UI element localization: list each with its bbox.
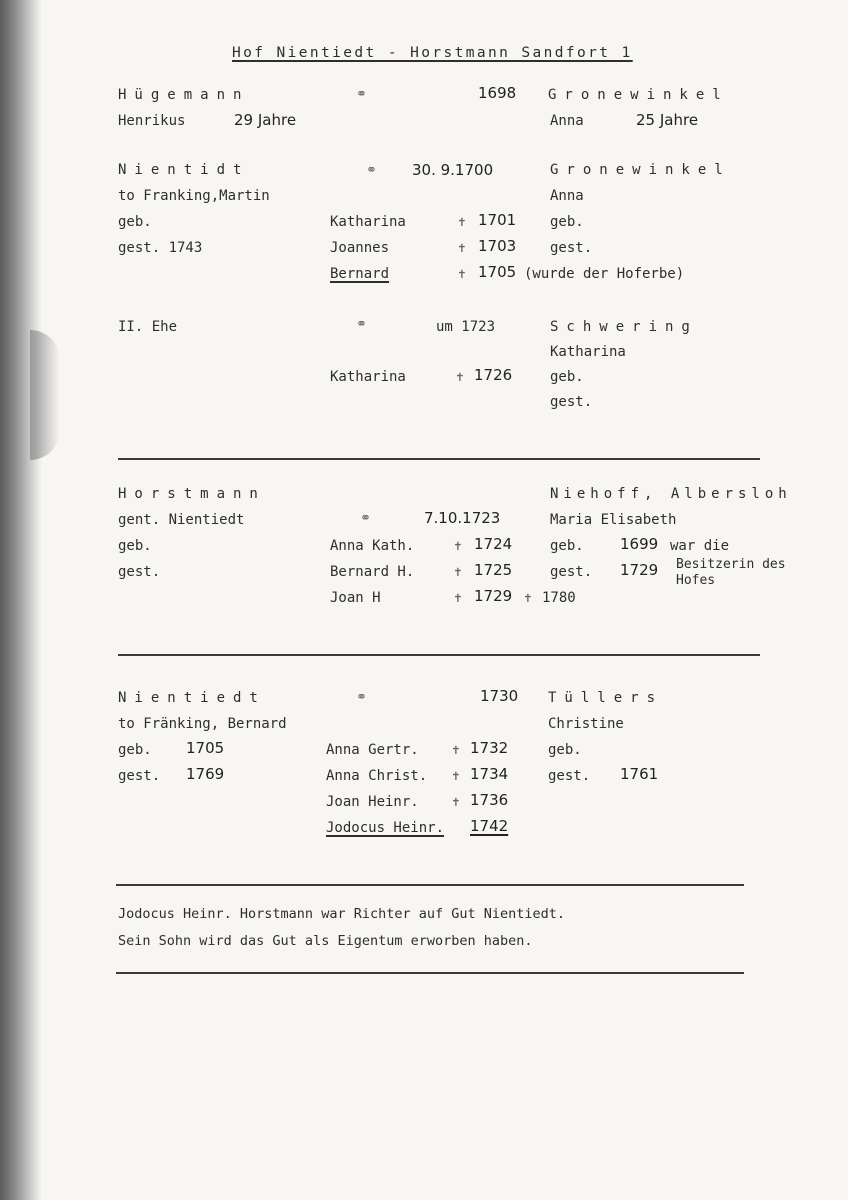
husband-surname: Nientiedt [118,690,266,706]
husband-born: geb. [118,214,152,230]
marriage-date: 30. 9.1700 [412,161,494,179]
marriage-icon: ⚭ [356,317,367,332]
wife-given-name: Anna [550,113,584,129]
section-divider [116,884,744,886]
wife-surname: Schwering [550,319,698,335]
marriage-icon: ⚭ [356,690,367,705]
section-divider [118,654,760,656]
wife-surname: Niehoff, Albersloh [550,486,792,502]
husband-died: gest. 1743 [118,240,203,256]
husband-surname: Horstmann [118,486,266,502]
child-name-heir: Jodocus Heinr. [326,820,445,836]
husband-age: 29 Jahre [234,111,297,129]
husband-surname: Nientidt [118,162,250,178]
child-name: Katharina [330,214,406,230]
child-year: 1701 [478,211,517,229]
wife-born: geb. [550,538,584,554]
scan-shadow-edge [0,0,42,1200]
cross-icon: ✝ [454,591,462,606]
marriage-date: 1698 [478,84,517,102]
marriage-icon: ⚭ [360,511,371,526]
husband-detail: to Franking,Martin [118,188,270,204]
wife-surname: Gronewinkel [548,87,729,103]
marriage-date: 1730 [480,687,519,705]
child-name: Anna Christ. [326,768,428,784]
wife-died-year: 1729 [620,561,659,579]
husband-died-year: 1769 [186,765,225,783]
cross-icon: ✝ [454,565,462,580]
marriage-icon: ⚭ [366,163,377,178]
husband-detail: to Fränking, Bernard [118,716,287,732]
husband-died: gest. [118,768,161,784]
cross-icon: ✝ [454,539,462,554]
child-year: 1742 [470,817,509,835]
wife-note: Hofes [676,573,716,588]
wife-age: 25 Jahre [636,111,699,129]
wife-died: gest. [550,394,593,410]
child-year: 1703 [478,237,517,255]
footer-note-line: Sein Sohn wird das Gut als Eigentum erworben haben. [118,933,533,949]
page-title: Hof Nientiedt - Horstmann Sandfort 1 [232,45,633,61]
child-year: 1729 [474,587,513,605]
wife-born-year: 1699 [620,535,659,553]
wife-died: gest. [550,564,593,580]
husband-born: geb. [118,538,152,554]
child-name: Joan H [330,590,381,606]
child-name: Joan Heinr. [326,794,419,810]
cross-icon: ✝ [524,591,532,606]
wife-born: geb. [548,742,582,758]
wife-died: gest. [548,768,591,784]
section-divider [118,458,760,460]
wife-born: geb. [550,369,584,385]
cross-icon: ✝ [452,795,460,810]
wife-surname: Gronewinkel [550,162,731,178]
child-name: Anna Gertr. [326,742,419,758]
wife-died: gest. [550,240,593,256]
cross-icon: ✝ [458,241,466,256]
wife-surname: Tüllers [548,690,664,706]
child-year: 1732 [470,739,509,757]
marriage-date: 7.10.1723 [424,509,501,527]
cross-icon: ✝ [452,743,460,758]
scan-shadow-tab [30,330,60,460]
husband-born: geb. [118,742,152,758]
child-death-year: 1780 [542,590,576,606]
wife-given-name: Katharina [550,344,626,360]
marriage-icon: ⚭ [356,87,367,102]
husband-born-year: 1705 [186,739,225,757]
wife-given-name: Maria Elisabeth [550,512,677,528]
second-marriage-label: II. Ehe [118,319,178,335]
wife-note: Besitzerin des [676,557,786,572]
wife-born: geb. [550,214,584,230]
section-divider [116,972,744,974]
husband-detail: gent. Nientiedt [118,512,245,528]
child-year: 1726 [474,366,513,384]
husband-surname: Hügemann [118,87,250,103]
child-note: (wurde der Hoferbe) [524,266,685,282]
child-year: 1705 [478,263,517,281]
child-year: 1736 [470,791,509,809]
wife-given-name: Anna [550,188,584,204]
child-name: Katharina [330,369,406,385]
husband-given-name: Henrikus [118,113,186,129]
marriage-date: um 1723 [436,319,496,335]
wife-died-year: 1761 [620,765,659,783]
child-year: 1734 [470,765,509,783]
wife-note: war die [670,538,730,554]
footer-note-line: Jodocus Heinr. Horstmann war Richter auf Gut Nientiedt. [118,906,566,922]
child-year: 1725 [474,561,513,579]
child-name-heir: Bernard [330,266,390,282]
child-name: Bernard H. [330,564,415,580]
cross-icon: ✝ [452,769,460,784]
wife-given-name: Christine [548,716,624,732]
cross-icon: ✝ [458,267,466,282]
child-name: Joannes [330,240,390,256]
child-year: 1724 [474,535,513,553]
cross-icon: ✝ [458,215,466,230]
husband-died: gest. [118,564,161,580]
child-name: Anna Kath. [330,538,415,554]
cross-icon: ✝ [456,370,464,385]
